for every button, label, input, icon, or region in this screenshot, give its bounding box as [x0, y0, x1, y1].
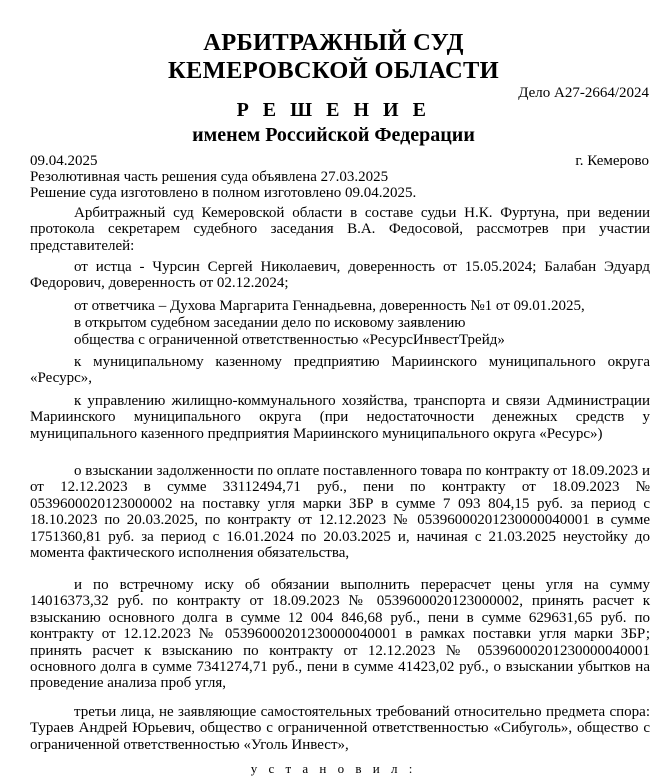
paragraph-defendant2: к управлению жилищно-коммунального хозяйства, транспорта и связи Администрации Мариинского муниципального округа (при недостаточности денежных средств у муниципального казенного предприятия Мариинского муниципального округа «Ресурс»): [30, 393, 650, 442]
paragraph-claim: о взыскании задолженности по оплате поставленного товара по контракту от 18.09.2023 и от 12.12.2023 в сумме 33112494,71 руб., пени по контракту от 18.09.2023 № 0539600020123000002 на поставку угля марки ЗБР в сумме 7 093 804,15 руб. за период с 18.10.2023 по 20.03.2025, по контракту от 12.12.2023 № 05396000201230000040001 в сумме 1751360,81 руб. за период с 16.01.2024 по 20.03.2025 и, начиная с 21.03.2025 неустойку до момента фактического исполнения обязательства,: [30, 463, 650, 562]
document-title: Р Е Ш Е Н И Е: [236, 99, 431, 121]
paragraph-plaintiff: общества с ограниченной ответственностью «РесурсИнвестТрейд»: [74, 332, 505, 348]
ustanovil-heading: у с т а н о в и л :: [250, 761, 417, 776]
paragraph-open-session: в открытом судебном заседании дело по исковому заявлению: [74, 315, 466, 331]
paragraph-plaintiff-rep: от истца - Чурсин Сергей Николаевич, доверенность от 15.05.2024; Балабан Эдуард Федорович, доверенность от 02.12.2024;: [30, 259, 650, 292]
court-name-line1: АРБИТРАЖНЫЙ СУД: [203, 29, 464, 56]
paragraph-defendant1: к муниципальному казенному предприятию Мариинского муниципального округа «Ресурс»,: [30, 354, 650, 387]
case-number: Дело А27-2664/2024: [518, 85, 649, 101]
document-subtitle: именем Российской Федерации: [192, 124, 475, 146]
paragraph-defendant-rep: от ответчика – Духова Маргарита Геннадьевна, доверенность №1 от 09.01.2025,: [74, 298, 585, 314]
full-decision-line: Решение суда изготовлено в полном изготовлено 09.04.2025.: [30, 185, 417, 201]
resolution-line: Резолютивная часть решения суда объявлена 27.03.2025: [30, 169, 389, 185]
paragraph-third-parties: третьи лица, не заявляющие самостоятельных требований относительно предмета спора: Тураев Андрей Юрьевич, общество с ограниченной ответственностью «Сибуголь», общество с ограниченной ответственностью «Уголь Инвест»,: [30, 704, 650, 753]
court-name-line2: КЕМЕРОВСКОЙ ОБЛАСТИ: [167, 57, 500, 84]
decision-city: г. Кемерово: [575, 153, 649, 169]
decision-date: 09.04.2025: [30, 153, 98, 169]
paragraph-counterclaim: и по встречному иску об обязании выполнить перерасчет цены угля на сумму 14016373,32 руб. по контракту от 18.09.2023 № 0539600020123000002, принять расчет к взысканию основного долга в сумме 12 004 846,68 руб., пени в сумме 629631,65 руб. по контракту от 12.12.2023 № 05396000201230000040001 в рамках поставки угля марки ЗБР; принять расчет к взысканию по контракту от 12.12.2023 № 05396000201230000040001 основного долга в сумме 7341274,71 руб., пени в сумме 41423,02 руб., о взыскании убытков на проведение анализа проб угля,: [30, 577, 650, 692]
paragraph-court: Арбитражный суд Кемеровской области в составе судьи Н.К. Фуртуна, при ведении протокола секретарем судебного заседания В.А. Федосовой, рассмотрев при участии представителей:: [30, 205, 650, 254]
